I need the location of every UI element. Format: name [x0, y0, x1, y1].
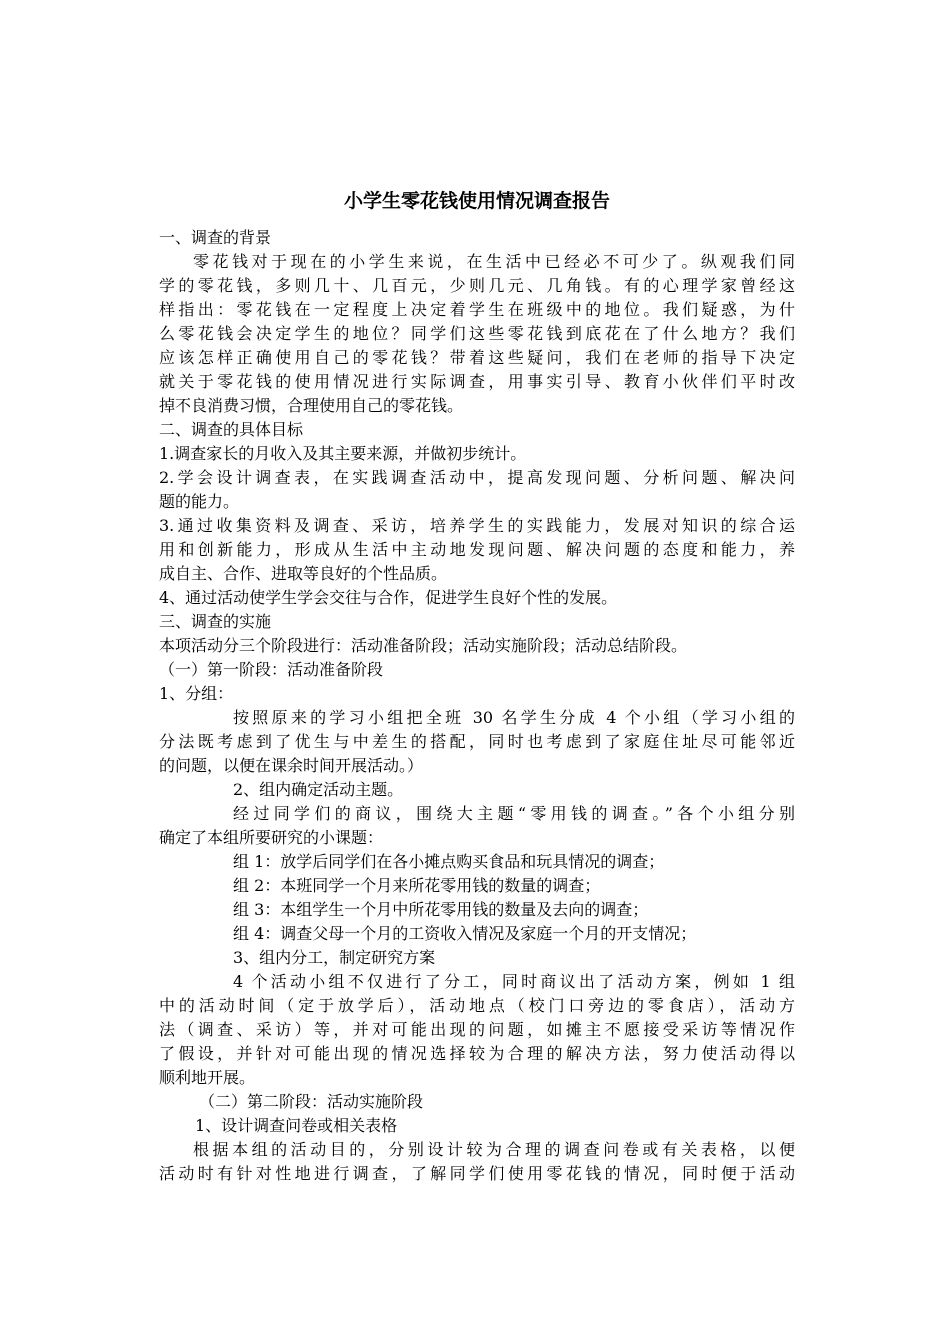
paragraph-line: 按照原来的学习小组把全班 30 名学生分成 4 个小组（学习小组的 — [233, 708, 795, 727]
subsection-heading-stage-2: （二）第二阶段：活动实施阶段 — [199, 1092, 424, 1111]
paragraph-line: 零花钱对于现在的小学生来说，在生活中已经必不可少了。纵观我们同 — [193, 252, 795, 271]
group-topic-3: 组 3：本组学生一个月中所花零用钱的数量及去向的调查； — [233, 900, 649, 919]
paragraph-line: 分法既考虑到了优生与中差生的搭配，同时也考虑到了家庭住址尽可能邻近 — [159, 732, 795, 751]
paragraph-line: 了假设，并针对可能出现的情况选择较为合理的解决方法，努力使活动得以 — [159, 1044, 795, 1063]
paragraph-line: 根据本组的活动目的，分别设计较为合理的调查问卷或有关表格，以便 — [193, 1140, 795, 1159]
paragraph-line: 应该怎样正确使用自己的零花钱？带着这些疑问，我们在老师的指导下决定 — [159, 348, 795, 367]
goal-item-2-cont: 题的能力。 — [159, 492, 240, 511]
section-heading-background: 一、调查的背景 — [159, 228, 272, 247]
paragraph-line: 本项活动分三个阶段进行：活动准备阶段；活动实施阶段；活动总结阶段。 — [159, 636, 688, 655]
goal-item-1: 1.调查家长的月收入及其主要来源，并做初步统计。 — [159, 444, 527, 463]
step-heading-theme: 2、组内确定活动主题。 — [233, 780, 404, 799]
step-heading-grouping: 1、分组： — [159, 684, 234, 703]
paragraph-line: 4 个活动小组不仅进行了分工，同时商议出了活动方案，例如 1 组 — [233, 972, 795, 991]
paragraph-line: 中的活动时间（定于放学后），活动地点（校门口旁边的零食店），活动方 — [159, 996, 795, 1015]
paragraph-line: 么零花钱会决定学生的地位？同学们这些零花钱到底花在了什么地方？我们 — [159, 324, 795, 343]
goal-item-3-cont: 成自主、合作、进取等良好的个性品质。 — [159, 564, 448, 583]
paragraph-line: 就关于零花钱的使用情况进行实际调查，用事实引导、教育小伙伴们平时改 — [159, 372, 795, 391]
group-topic-2: 组 2：本班同学一个月来所花零用钱的数量的调查； — [233, 876, 601, 895]
section-heading-goals: 二、调查的具体目标 — [159, 420, 304, 439]
paragraph-line: 确定了本组所要研究的小课题： — [159, 828, 384, 847]
goal-item-2: 2.学会设计调查表，在实践调查活动中，提高发现问题、分析问题、解决问 — [159, 468, 795, 487]
step-heading-questionnaire: 1、设计调查问卷或相关表格 — [195, 1116, 398, 1135]
paragraph-line: 经过同学们的商议，围绕大主题“零用钱的调查。”各个小组分别 — [233, 804, 795, 823]
group-topic-4: 组 4：调查父母一个月的工资收入情况及家庭一个月的开支情况； — [233, 924, 697, 943]
paragraph-line: 活动时有针对性地进行调查，了解同学们使用零花钱的情况，同时便于活动 — [159, 1164, 795, 1183]
paragraph-line: 掉不良消费习惯，合理使用自己的零花钱。 — [159, 396, 464, 415]
document-page — [159, 186, 795, 1186]
goal-item-4: 4、通过活动使学生学会交往与合作，促进学生良好个性的发展。 — [159, 588, 618, 607]
document-title: 小学生零花钱使用情况调查报告 — [343, 190, 610, 212]
goal-item-3-cont: 用和创新能力，形成从生活中主动地发现问题、解决问题的态度和能力，养 — [159, 540, 795, 559]
paragraph-line: 学的零花钱，多则几十、几百元，少则几元、几角钱。有的心理学家曾经这 — [159, 276, 795, 295]
step-heading-plan: 3、组内分工，制定研究方案 — [233, 948, 436, 967]
goal-item-3: 3.通过收集资料及调查、采访，培养学生的实践能力，发展对知识的综合运 — [159, 516, 795, 535]
paragraph-line: 顺利地开展。 — [159, 1068, 256, 1087]
paragraph-line: 的问题，以便在课余时间开展活动。） — [159, 756, 424, 775]
section-heading-implementation: 三、调查的实施 — [159, 612, 272, 631]
group-topic-1: 组 1：放学后同学们在各小摊点购买食品和玩具情况的调查； — [233, 852, 665, 871]
paragraph-line: 法（调查、采访）等，并对可能出现的问题，如摊主不愿接受采访等情况作 — [159, 1020, 795, 1039]
paragraph-line: 样指出：零花钱在一定程度上决定着学生在班级中的地位。我们疑惑，为什 — [159, 300, 795, 319]
subsection-heading-stage-1: （一）第一阶段：活动准备阶段 — [159, 660, 384, 679]
